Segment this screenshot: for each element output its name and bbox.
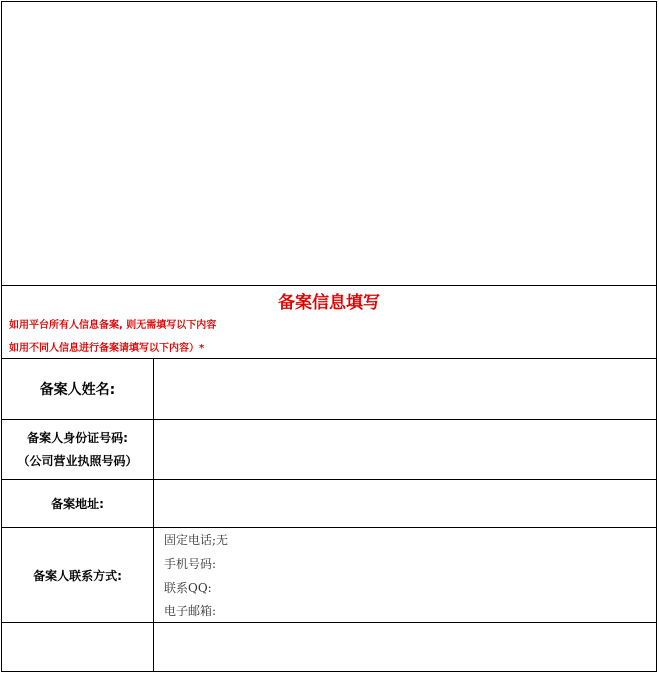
contact-label-text: 备案人联系方式: [33, 568, 122, 583]
contact-label [2, 528, 154, 622]
name-label [2, 359, 154, 419]
address-label [2, 480, 154, 527]
email-field[interactable]: 电子邮箱: [164, 604, 217, 618]
form-header [2, 286, 656, 359]
document-frame [1, 1, 657, 672]
address-label-text: 备案地址: [51, 497, 104, 511]
id-number-row [2, 420, 656, 480]
id-number-label-line2: （公司营业执照号码） [17, 453, 138, 468]
address-row [2, 480, 656, 528]
id-number-value-cell[interactable] [154, 420, 656, 479]
name-row [2, 359, 656, 420]
instruction-note-1: 如用平台所有人信息备案, 则无需填写以下内容 [9, 320, 217, 331]
empty-row [2, 623, 656, 672]
address-value-cell[interactable] [154, 480, 656, 527]
empty-label-cell [2, 623, 154, 672]
qq-field[interactable]: 联系QQ: [164, 581, 212, 595]
mobile-field[interactable]: 手机号码: [164, 557, 217, 571]
name-value-cell[interactable] [154, 359, 656, 419]
empty-value-cell[interactable] [154, 623, 656, 672]
name-label-text: 备案人姓名: [39, 382, 116, 398]
id-number-label-line1: 备案人身份证号码: [27, 430, 128, 445]
id-number-label [2, 420, 154, 479]
blank-content-area [2, 2, 656, 286]
contact-value-cell[interactable] [154, 528, 656, 622]
instruction-note-2: 如用不同人信息进行备案请填写以下内容）* [9, 343, 205, 354]
contact-row [2, 528, 656, 623]
form-title: 备案信息填写 [278, 293, 380, 313]
landline-field[interactable]: 固定电话;无 [164, 533, 229, 547]
